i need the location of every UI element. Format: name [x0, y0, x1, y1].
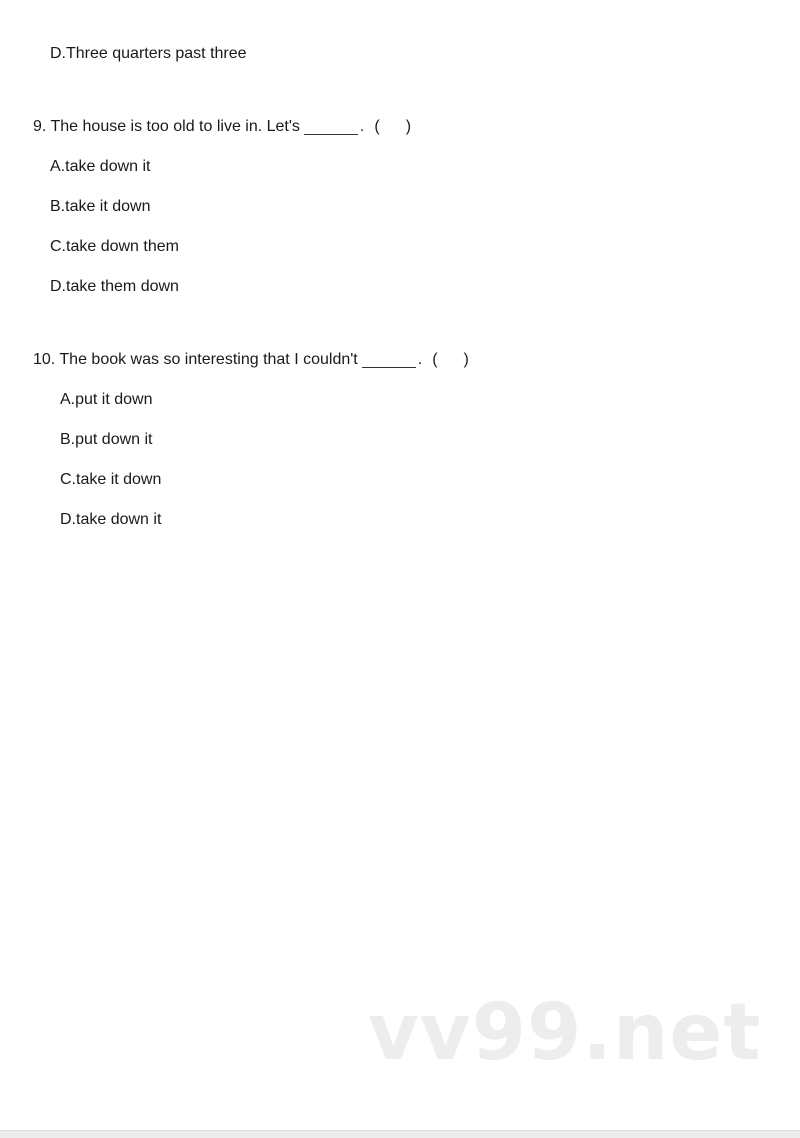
- prev-question-option-d: D.Three quarters past three: [50, 45, 247, 62]
- question-10-option-b: B.put down it: [60, 431, 153, 448]
- question-9-option-d: D.take them down: [50, 278, 179, 295]
- question-10-option-a: A.put it down: [60, 391, 153, 408]
- question-9-option-a: A.take down it: [50, 158, 151, 175]
- question-10-period: .: [417, 351, 423, 368]
- question-9-period: .: [359, 118, 365, 135]
- answer-bracket: ( ): [374, 118, 412, 135]
- question-10-option-d: D.take down it: [60, 511, 162, 528]
- question-10-text: 10. The book was so interesting that I couldn't: [33, 351, 358, 368]
- answer-blank: [304, 120, 358, 135]
- question-9-text: 9. The house is too old to live in. Let's: [33, 118, 300, 135]
- question-9-option-b: B.take it down: [50, 198, 151, 215]
- question-9-option-c: C.take down them: [50, 238, 179, 255]
- answer-blank: [362, 353, 416, 368]
- question-9-stem: [33, 117, 411, 137]
- answer-bracket: ( ): [432, 351, 469, 368]
- question-10-stem: [33, 350, 469, 370]
- watermark: vv99.net: [368, 988, 762, 1078]
- question-10-option-c: C.take it down: [60, 471, 162, 488]
